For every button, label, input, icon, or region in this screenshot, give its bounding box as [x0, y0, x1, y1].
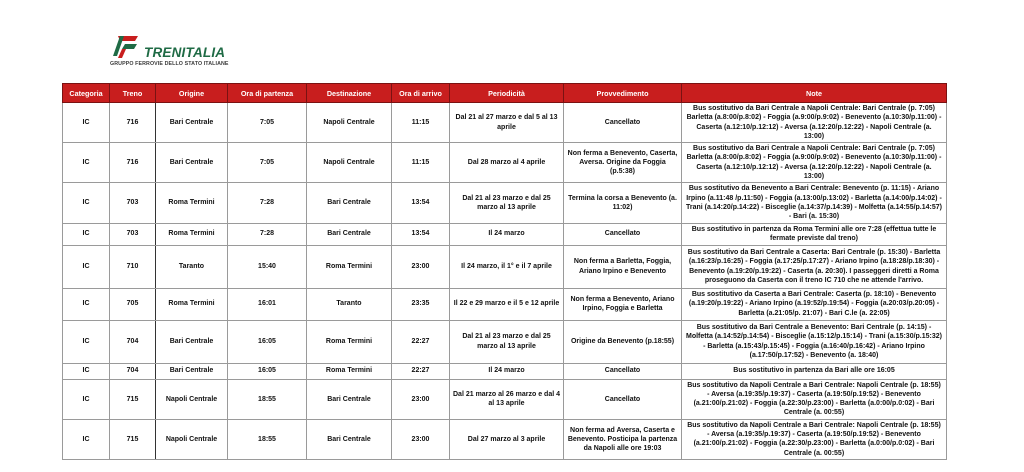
cell-partenza: 7:28 [228, 223, 307, 245]
cell-note: Bus sostitutivo da Bari Centrale a Caserta: Bari Centrale (p. 15:30) - Barletta (a.16:23/p.16:25) - Foggia (a.17:25/p.17:27) - Ariano Irpino (a.18:28/p.18:30) - Benevento (a.19:20/p.19:22) - Caserta (a. 20:30). I passeggeri diretti a Roma proseguono da Caserta con il treno IC 710 che ne attende l'arrivo. [682, 245, 947, 288]
cell-provvedimento: Termina la corsa a Benevento (a. 11:02) [564, 183, 682, 223]
cell-destinazione: Roma Termini [307, 320, 392, 363]
column-header-provvedimento: Provvedimento [564, 84, 682, 103]
cell-arrivo: 13:54 [392, 183, 450, 223]
column-header-periodicita: Periodicità [450, 84, 564, 103]
cell-origine: Napoli Centrale [156, 379, 228, 419]
cell-treno: 715 [110, 379, 156, 419]
cell-categoria: IC [63, 143, 110, 183]
cell-destinazione: Taranto [307, 288, 392, 320]
cell-provvedimento: Non ferma a Benevento, Ariano Irpino, Foggia e Barletta [564, 288, 682, 320]
cell-categoria: IC [63, 379, 110, 419]
cell-partenza: 15:40 [228, 245, 307, 288]
cell-treno: 716 [110, 143, 156, 183]
cell-origine: Roma Termini [156, 223, 228, 245]
cell-periodicita: Il 24 marzo, il 1° e il 7 aprile [450, 245, 564, 288]
column-header-categoria: Categoria [63, 84, 110, 103]
cell-treno: 716 [110, 103, 156, 143]
cell-arrivo: 11:15 [392, 143, 450, 183]
table-row [63, 245, 947, 288]
cell-periodicita: Dal 21 al 23 marzo e dal 25 marzo al 13 aprile [450, 320, 564, 363]
cell-provvedimento: Non ferma a Benevento, Caserta, Aversa. Origine da Foggia (p.5:38) [564, 143, 682, 183]
cell-note: Bus sostitutivo da Napoli Centrale a Bari Centrale: Napoli Centrale (p. 18:55) - Aversa (a.19:35/p.19:37) - Caserta (a.19:50/p.19:52) - Benevento (a.21:00/p.21:02) - Foggia (a.22:30/p.23:00) - Barletta (a.0:00/p.0:02) - Bari Centrale (a. 00:55) [682, 419, 947, 459]
cell-categoria: IC [63, 103, 110, 143]
cell-partenza: 18:55 [228, 379, 307, 419]
cell-provvedimento: Non ferma ad Aversa, Caserta e Benevento. Posticipa la partenza da Napoli alle ore 19:03 [564, 419, 682, 459]
column-header-note: Note [682, 84, 947, 103]
cell-note: Bus sostitutivo da Bari Centrale a Napoli Centrale: Bari Centrale (p. 7:05) Barletta (a.8:00/p.8:02) - Foggia (a.9:00/p.9:02) - Benevento (a.10:30/p.11:00) - Caserta (a.12:10/p.12:12) - Aversa (a.12:20/p.12:22) - Napoli Centrale (a. 13:00) [682, 143, 947, 183]
table-row [63, 103, 947, 143]
cell-origine: Bari Centrale [156, 143, 228, 183]
cell-note: Bus sostitutivo da Napoli Centrale a Bari Centrale: Napoli Centrale (p. 18:55) - Aversa (a.19:35/p.19:37) - Caserta (a.19:50/p.19:52) - Benevento (a.21:00/p.21:02) - Foggia (a.22:30/p.23:00) - Barletta (a.0:00/p.0:02) - Bari Centrale (a. 00:55) [682, 379, 947, 419]
schedule-table [62, 83, 947, 460]
cell-note: Bus sostitutivo da Bari Centrale a Benevento: Bari Centrale (p. 14:15) - Molfetta (a.14:52/p.14:54) - Bisceglie (a.15:12/p.15:14) - Trani (a.15:30/p.15:32) - Barletta (a.15:43/p.15:45) - Foggia (a.16:40/p.16:42) - Ariano Irpino (a.17:50/p.17:52) - Benevento (a. 18:40) [682, 320, 947, 363]
cell-note: Bus sostitutivo da Bari Centrale a Napoli Centrale: Bari Centrale (p. 7:05) Barletta (a.8:00/p.8:02) - Foggia (a.9:00/p.9:02) - Benevento (a.10:30/p.11:00) - Caserta (a.12:10/p.12:12) - Aversa (a.12:20/p.12:22) - Napoli Centrale (a. 13:00) [682, 103, 947, 143]
table-header-row [63, 84, 947, 103]
cell-destinazione: Bari Centrale [307, 419, 392, 459]
cell-periodicita: Il 24 marzo [450, 223, 564, 245]
cell-periodicita: Il 22 e 29 marzo e il 5 e 12 aprile [450, 288, 564, 320]
cell-categoria: IC [63, 288, 110, 320]
cell-arrivo: 23:00 [392, 245, 450, 288]
cell-note: Bus sostitutivo in partenza da Roma Termini alle ore 7:28 (effettua tutte le fermate previste dal treno) [682, 223, 947, 245]
table-row [63, 183, 947, 223]
cell-note: Bus sostitutivo da Benevento a Bari Centrale: Benevento (p. 11:15) - Ariano Irpino (a.11:48 /p.11:50) - Foggia (a.13:00/p.13:02) - Barletta (a.14:00/p.14:02) - Trani (a.14:20/p.14:22) - Bisceglie (a.14:37/p.14:39) - Molfetta (a.14:55/p.14:57) - Bari (a. 15:30) [682, 183, 947, 223]
cell-destinazione: Bari Centrale [307, 183, 392, 223]
cell-partenza: 18:55 [228, 419, 307, 459]
cell-treno: 703 [110, 183, 156, 223]
cell-origine: Bari Centrale [156, 320, 228, 363]
cell-treno: 715 [110, 419, 156, 459]
cell-periodicita: Dal 21 al 23 marzo e dal 25 marzo al 13 aprile [450, 183, 564, 223]
column-header-treno: Treno [110, 84, 156, 103]
table-row [63, 363, 947, 379]
cell-treno: 705 [110, 288, 156, 320]
table-row [63, 379, 947, 419]
column-header-ora-partenza: Ora di partenza [228, 84, 307, 103]
cell-categoria: IC [63, 363, 110, 379]
cell-periodicita: Dal 27 marzo al 3 aprile [450, 419, 564, 459]
table-row [63, 288, 947, 320]
cell-partenza: 16:05 [228, 320, 307, 363]
cell-periodicita: Dal 21 marzo al 26 marzo e dal 4 al 13 aprile [450, 379, 564, 419]
cell-periodicita: Dal 28 marzo al 4 aprile [450, 143, 564, 183]
cell-origine: Bari Centrale [156, 103, 228, 143]
cell-arrivo: 22:27 [392, 363, 450, 379]
cell-treno: 710 [110, 245, 156, 288]
table-row [63, 223, 947, 245]
cell-arrivo: 23:00 [392, 379, 450, 419]
cell-origine: Roma Termini [156, 183, 228, 223]
cell-treno: 704 [110, 363, 156, 379]
cell-destinazione: Bari Centrale [307, 223, 392, 245]
table-row [63, 320, 947, 363]
trenitalia-logo [108, 32, 238, 72]
column-header-ora-arrivo: Ora di arrivo [392, 84, 450, 103]
cell-partenza: 16:01 [228, 288, 307, 320]
cell-categoria: IC [63, 223, 110, 245]
cell-origine: Roma Termini [156, 288, 228, 320]
brand-subtitle: GRUPPO FERROVIE DELLO STATO ITALIANE [110, 61, 229, 67]
cell-arrivo: 11:15 [392, 103, 450, 143]
cell-destinazione: Napoli Centrale [307, 103, 392, 143]
cell-categoria: IC [63, 419, 110, 459]
brand-name: TRENITALIA [144, 45, 226, 60]
cell-origine: Taranto [156, 245, 228, 288]
cell-note: Bus sostitutivo da Caserta a Bari Centrale: Caserta (p. 18:10) - Benevento (a.19:20/p.19:22) - Ariano Irpino (a.19:52/p.19:54) - Foggia (a.20:03/p.20:05) - Barletta (a.21:05/p. 21:07) - Bari C.le (a. 22:05) [682, 288, 947, 320]
cell-partenza: 7:28 [228, 183, 307, 223]
cell-provvedimento: Non ferma a Barletta, Foggia, Ariano Irpino e Benevento [564, 245, 682, 288]
cell-destinazione: Bari Centrale [307, 379, 392, 419]
cell-origine: Bari Centrale [156, 363, 228, 379]
cell-treno: 704 [110, 320, 156, 363]
cell-provvedimento: Cancellato [564, 379, 682, 419]
cell-arrivo: 23:35 [392, 288, 450, 320]
cell-categoria: IC [63, 320, 110, 363]
cell-provvedimento: Origine da Benevento (p.18:55) [564, 320, 682, 363]
cell-partenza: 7:05 [228, 103, 307, 143]
cell-provvedimento: Cancellato [564, 103, 682, 143]
cell-destinazione: Roma Termini [307, 363, 392, 379]
cell-destinazione: Roma Termini [307, 245, 392, 288]
cell-categoria: IC [63, 245, 110, 288]
cell-provvedimento: Cancellato [564, 223, 682, 245]
cell-periodicita: Il 24 marzo [450, 363, 564, 379]
table-row [63, 419, 947, 459]
cell-destinazione: Napoli Centrale [307, 143, 392, 183]
cell-partenza: 7:05 [228, 143, 307, 183]
cell-arrivo: 22:27 [392, 320, 450, 363]
cell-periodicita: Dal 21 al 27 marzo e dal 5 al 13 aprile [450, 103, 564, 143]
column-header-origine: Origine [156, 84, 228, 103]
column-header-destinazione: Destinazione [307, 84, 392, 103]
cell-origine: Napoli Centrale [156, 419, 228, 459]
trenitalia-logo-mark-icon [108, 32, 144, 62]
cell-arrivo: 23:00 [392, 419, 450, 459]
table-row [63, 143, 947, 183]
cell-provvedimento: Cancellato [564, 363, 682, 379]
cell-partenza: 16:05 [228, 363, 307, 379]
cell-categoria: IC [63, 183, 110, 223]
cell-note: Bus sostitutivo in partenza da Bari alle ore 16:05 [682, 363, 947, 379]
cell-treno: 703 [110, 223, 156, 245]
cell-arrivo: 13:54 [392, 223, 450, 245]
